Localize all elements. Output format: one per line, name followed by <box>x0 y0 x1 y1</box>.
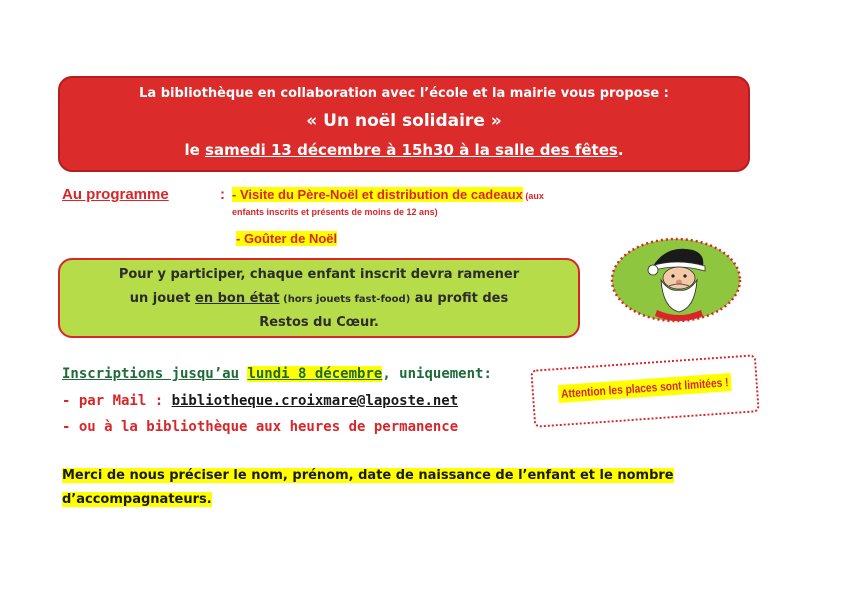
good-condition-emphasis: en bon état <box>195 291 280 306</box>
header-banner <box>58 76 750 172</box>
registration-at-library: - ou à la bibliothèque aux heures de permanence <box>62 419 459 435</box>
banner-date: samedi 13 décembre à 15h30 à la salle des fêtes <box>205 141 618 159</box>
programme-colon: : <box>220 186 225 203</box>
banner-event-title: « Un noël solidaire » <box>306 111 502 131</box>
programme-item-snack: - Goûter de Noël <box>236 231 338 246</box>
contact-email-link[interactable]: bibliotheque.croixmare@laposte.net <box>171 393 459 409</box>
details-request <box>62 464 742 512</box>
registration-deadline-date: lundi 8 décembre <box>247 366 383 382</box>
participation-box <box>58 258 580 338</box>
details-request-line-1: Merci de nous préciser le nom, prénom, date de naissance de l’enfant et le nombre <box>62 468 674 483</box>
participation-line-1: Pour y participer, chaque enfant inscrit devra ramener <box>118 267 520 282</box>
programme-item-visit-continuation: enfants inscrits et présents de moins de 12 ans) <box>232 207 438 217</box>
limited-places-text: Attention les places sont limitées ! <box>558 373 732 403</box>
programme-label: Au programme <box>62 186 169 203</box>
banner-line-intro: La bibliothèque en collaboration avec l’école et la mairie vous propose : <box>139 86 669 101</box>
participation-line-3: Restos du Cœur. <box>259 315 379 330</box>
santa-claus-icon <box>609 236 744 324</box>
programme-item-visit: - Visite du Père-Noël et distribution de cadeaux (aux <box>232 187 544 202</box>
details-request-line-2: d’accompagnateurs. <box>62 492 212 507</box>
registration-deadline-line: Inscriptions jusqu’au lundi 8 décembre, uniquement: <box>62 366 492 382</box>
limited-places-notice <box>530 354 759 428</box>
participation-line-2: un jouet en bon état (hors jouets fast-food) au profit des <box>129 291 509 306</box>
banner-date-line: le samedi 13 décembre à 15h30 à la salle des fêtes. <box>184 141 624 159</box>
registration-by-mail: - par Mail : bibliotheque.croixmare@laposte.net <box>62 393 459 409</box>
